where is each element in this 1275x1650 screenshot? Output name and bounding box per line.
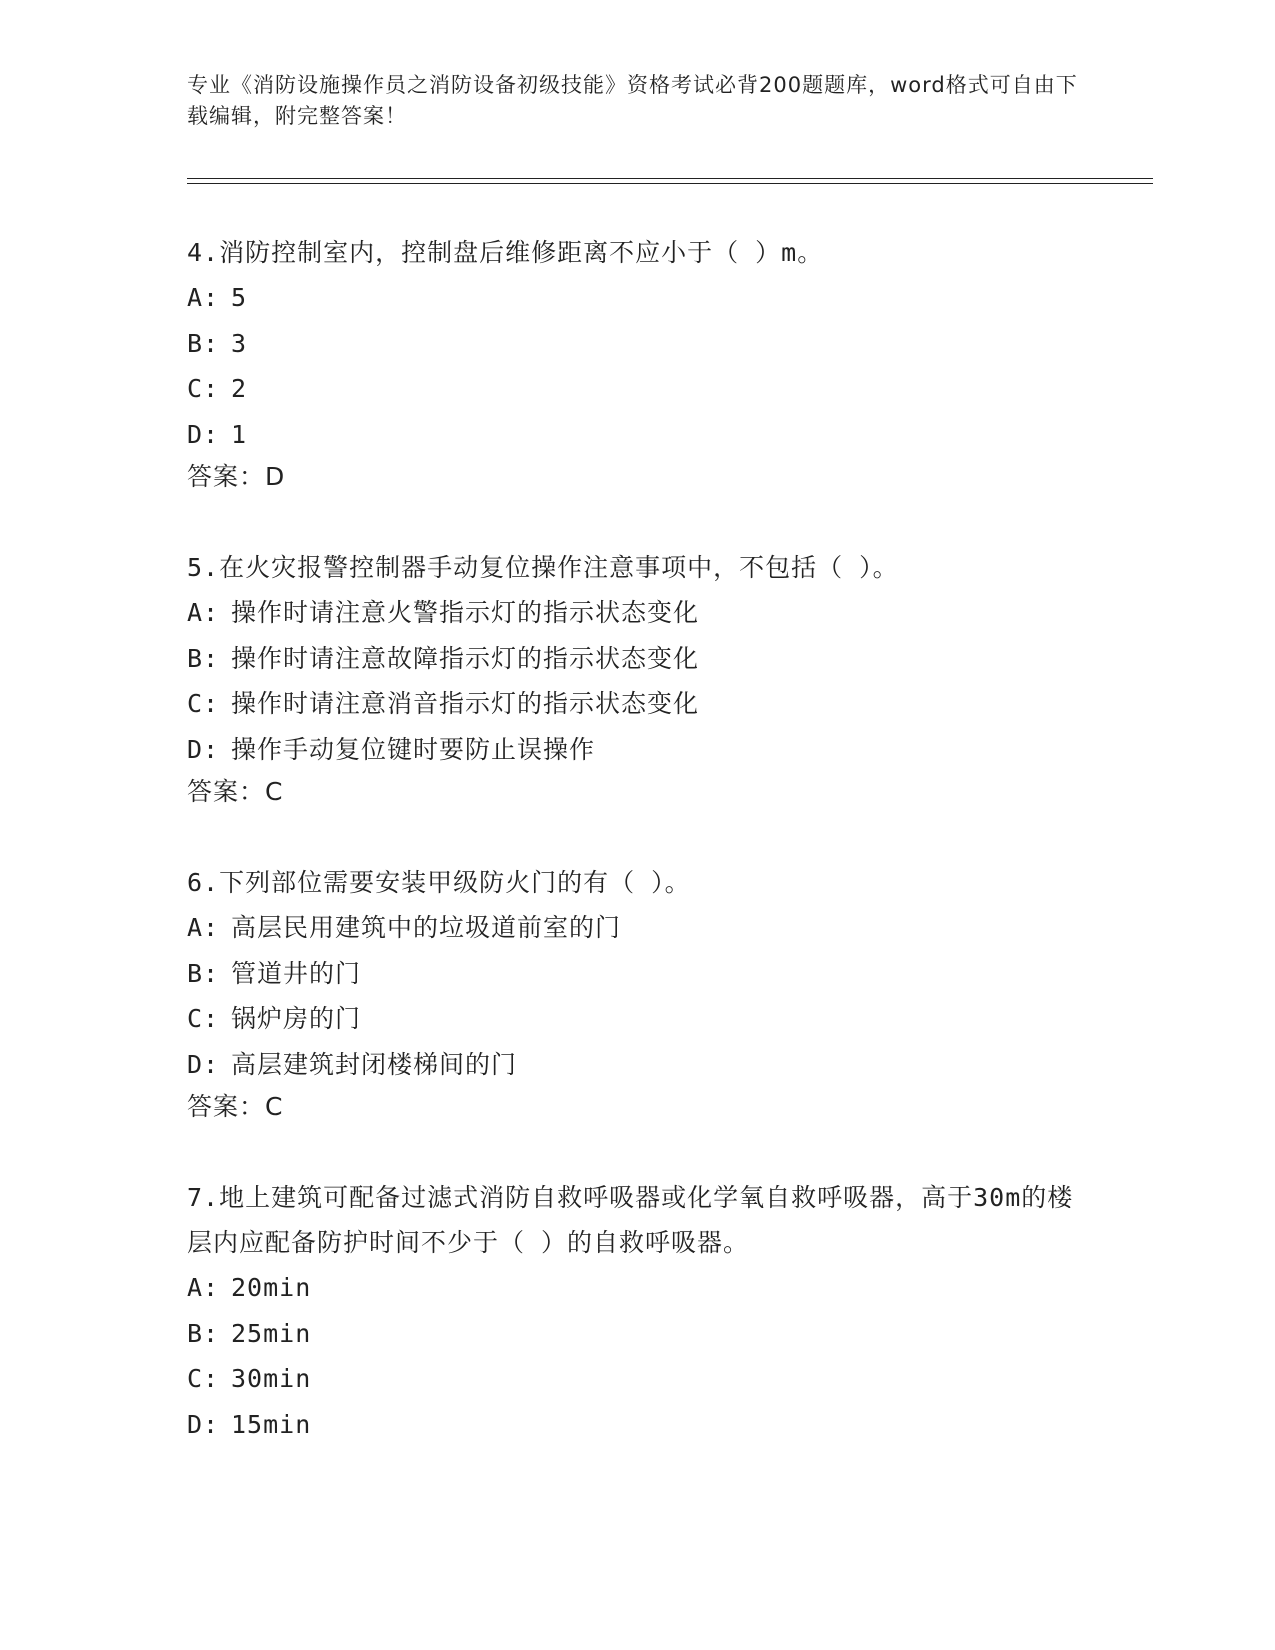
question-5 (187, 545, 1087, 812)
option-letter: D: (187, 734, 220, 764)
answer-line: 答案：C (187, 777, 284, 806)
document-intro: 专业《消防设施操作员之消防设备初级技能》资格考试必背200题题库，word格式可自由下载编辑，附完整答案！ (187, 73, 1078, 128)
question-4 (187, 230, 1087, 497)
option-text: 30min (231, 1364, 312, 1393)
option-letter: B: (187, 958, 220, 988)
option-a (187, 1265, 1087, 1311)
option-letter: B: (187, 643, 220, 673)
question-6 (187, 860, 1087, 1127)
option-letter: A: (187, 1273, 220, 1302)
option-c (187, 681, 1087, 727)
question-7 (187, 1175, 1087, 1447)
option-letter: C: (187, 689, 220, 718)
option-a (187, 590, 1087, 636)
option-list (187, 1265, 1087, 1447)
option-text: 1 (231, 419, 248, 449)
option-list (187, 905, 1087, 1087)
option-letter: C: (187, 374, 220, 403)
option-letter: A: (187, 283, 220, 312)
option-text: 操作时请注意故障指示灯的指示状态变化 (231, 643, 700, 673)
question-stem: 4.消防控制室内，控制盘后维修距离不应小于（ ）m。 (187, 238, 824, 267)
question-list (187, 230, 1087, 1495)
option-d (187, 1402, 1087, 1448)
option-b (187, 321, 1087, 367)
option-text: 高层建筑封闭楼梯间的门 (231, 1049, 518, 1079)
option-d (187, 412, 1087, 458)
option-b (187, 636, 1087, 682)
option-text: 操作手动复位键时要防止误操作 (231, 734, 596, 764)
header-divider-bottom (187, 183, 1153, 184)
option-letter: A: (187, 913, 220, 942)
option-text: 5 (231, 283, 248, 312)
question-stem: 6.下列部位需要安装甲级防火门的有（ ）。 (187, 868, 691, 897)
option-text: 操作时请注意火警指示灯的指示状态变化 (231, 598, 700, 627)
option-b (187, 951, 1087, 997)
option-letter: D: (187, 419, 220, 449)
option-text: 锅炉房的门 (231, 1004, 362, 1033)
option-d (187, 1042, 1087, 1088)
question-stem: 5.在火灾报警控制器手动复位操作注意事项中，不包括（ ）。 (187, 553, 899, 582)
option-text: 3 (231, 328, 248, 358)
option-list (187, 590, 1087, 772)
option-c (187, 996, 1087, 1042)
option-d (187, 727, 1087, 773)
option-text: 25min (231, 1318, 312, 1348)
option-text: 20min (231, 1273, 312, 1302)
option-letter: D: (187, 1049, 220, 1079)
option-text: 15min (231, 1409, 312, 1439)
option-letter: C: (187, 1364, 220, 1393)
question-stem: 7.地上建筑可配备过滤式消防自救呼吸器或化学氧自救呼吸器，高于30m的楼层内应配备防护时间不少于（ ）的自救呼吸器。 (187, 1183, 1074, 1257)
answer-line: 答案：C (187, 1092, 284, 1121)
option-letter: C: (187, 1004, 220, 1033)
option-letter: A: (187, 598, 220, 627)
option-a (187, 275, 1087, 321)
option-letter: D: (187, 1409, 220, 1439)
option-c (187, 1356, 1087, 1402)
option-text: 管道井的门 (231, 958, 362, 988)
option-b (187, 1311, 1087, 1357)
option-list (187, 275, 1087, 457)
option-text: 高层民用建筑中的垃圾道前室的门 (231, 913, 622, 942)
option-c (187, 366, 1087, 412)
answer-line: 答案：D (187, 462, 286, 491)
header-divider-top (187, 178, 1153, 179)
option-letter: B: (187, 328, 220, 358)
option-letter: B: (187, 1318, 220, 1348)
option-text: 操作时请注意消音指示灯的指示状态变化 (231, 689, 700, 718)
option-a (187, 905, 1087, 951)
option-text: 2 (231, 374, 248, 403)
